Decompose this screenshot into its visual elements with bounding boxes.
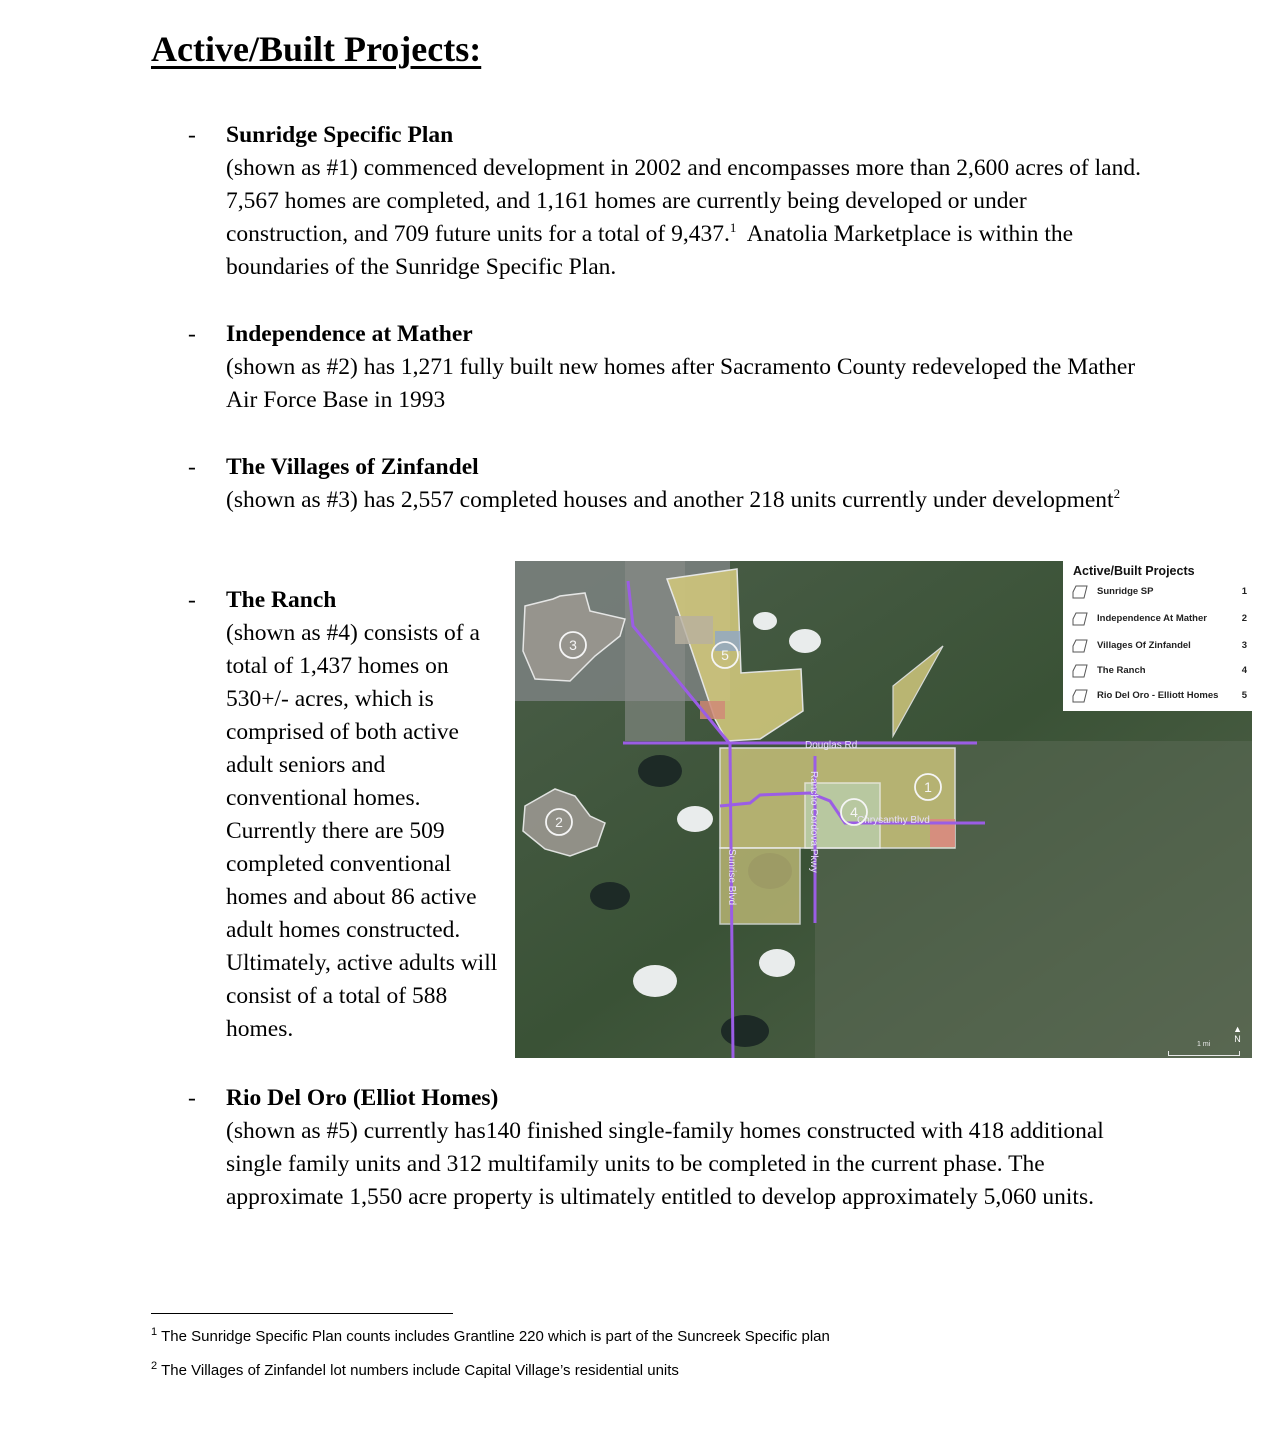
footnote-2 — [151, 1362, 679, 1379]
pond — [590, 882, 630, 910]
project-name: Sunridge Specific Plan — [226, 122, 454, 148]
legend-item-ranch: The Ranch 4 — [1071, 661, 1247, 681]
project-name: The Villages of Zinfandel — [226, 454, 479, 480]
project-item-ranch — [188, 584, 508, 1046]
footnote-separator — [151, 1313, 453, 1314]
cloud — [677, 806, 713, 832]
road-label-rancho: Rancho Cordova Pkwy — [808, 771, 819, 873]
project-description: (shown as #3) has 2,557 completed houses and another 218 units currently under development$^2$ — [226, 486, 1121, 513]
north-arrow-icon: ▲ N — [1233, 1024, 1242, 1044]
project-description: (shown as #5) currently has140 finished single-family homes constructed with 418 additional single family units and 312 multifamily units to be completed in the current phase. The approximate 1,550 acre property is ultimately entitled to develop approximately 5,060 units. — [226, 1118, 1104, 1210]
polygon-swatch-icon — [1071, 611, 1089, 627]
bullet-dash: - — [188, 122, 196, 148]
marker-label-3: 3 — [569, 637, 577, 653]
marker-label-1: 1 — [924, 779, 932, 795]
marker-label-2: 2 — [555, 814, 563, 830]
cloud — [759, 949, 795, 977]
footnote-text: The Villages of Zinfandel lot numbers include Capital Village’s residential units — [161, 1362, 679, 1379]
legend-item-zinfandel: Villages Of Zinfandel 3 — [1071, 636, 1247, 656]
legend-item-rio-del-oro: Rio Del Oro - Elliott Homes 5 — [1071, 686, 1247, 706]
footnote-number: 1 — [151, 1326, 158, 1338]
footnote-1 — [151, 1328, 830, 1345]
pond — [721, 1015, 769, 1047]
road-label-douglas: Douglas Rd — [805, 740, 858, 751]
pond — [638, 755, 682, 787]
project-item-rio-del-oro — [188, 1082, 1148, 1214]
legend-title: Active/Built Projects — [1073, 564, 1195, 578]
polygon-swatch-icon — [1071, 663, 1089, 679]
project-item-sunridge — [188, 119, 1148, 284]
marker-label-5: 5 — [721, 647, 729, 663]
bullet-dash: - — [188, 321, 196, 347]
legend-item-sunridge: Sunridge SP 1 — [1071, 582, 1247, 602]
project-description: (shown as #2) has 1,271 fully built new homes after Sacramento County redeveloped the Mather Air Force Base in 1993 — [226, 354, 1136, 413]
cloud — [789, 629, 821, 653]
project-description: (shown as #1) commenced development in 2002 and encompasses more than 2,600 acres of land. 7,567 homes are completed, and 1,161 homes are currently being developed or under construction, and 709 future units for a total of 9,437.$^1$ Anatolia Marketplace is within the boundaries of the Sunridge Specific Plan. — [226, 155, 1141, 280]
page-title: Active/Built Projects: — [151, 29, 482, 69]
project-description: (shown as #4) consists of a total of 1,437 homes on 530+/- acres, which is comprised of both active adult seniors and conventional homes. Currently there are 509 completed conventional homes and about 86 active adult homes constructed. Ultimately, active adults will consist of a total of 588 homes. — [226, 620, 498, 1042]
bullet-dash: - — [188, 587, 196, 613]
project-name: Rio Del Oro (Elliot Homes) — [226, 1085, 499, 1111]
project-item-zinfandel — [188, 451, 1148, 517]
polygon-swatch-icon — [1071, 638, 1089, 654]
marker-label-4: 4 — [850, 804, 858, 820]
road-label-sunrise: Sunrise Blvd — [726, 849, 737, 906]
project-name: The Ranch — [226, 587, 337, 613]
cloud — [753, 612, 777, 630]
project-name: Independence at Mather — [226, 321, 473, 347]
project-map — [515, 561, 1252, 1058]
map-legend — [1063, 561, 1252, 711]
road-label-chrysanthy: Chrysanthy Blvd — [857, 815, 930, 826]
footnote-text: The Sunridge Specific Plan counts includes Grantline 220 which is part of the Suncreek Specific plan — [161, 1328, 830, 1345]
scale-bar: 1 mi — [1168, 1051, 1240, 1056]
parcel — [675, 616, 713, 644]
footnote-ref[interactable]: 1 — [729, 220, 737, 235]
footnote-ref[interactable]: 2 — [1113, 486, 1121, 501]
bullet-dash: - — [188, 1085, 196, 1111]
legend-item-independence: Independence At Mather 2 — [1071, 609, 1247, 629]
bullet-dash: - — [188, 454, 196, 480]
cloud — [633, 965, 677, 997]
project-item-independence — [188, 318, 1148, 417]
footnote-number: 2 — [151, 1360, 158, 1372]
polygon-swatch-icon — [1071, 584, 1089, 600]
polygon-swatch-icon — [1071, 688, 1089, 704]
